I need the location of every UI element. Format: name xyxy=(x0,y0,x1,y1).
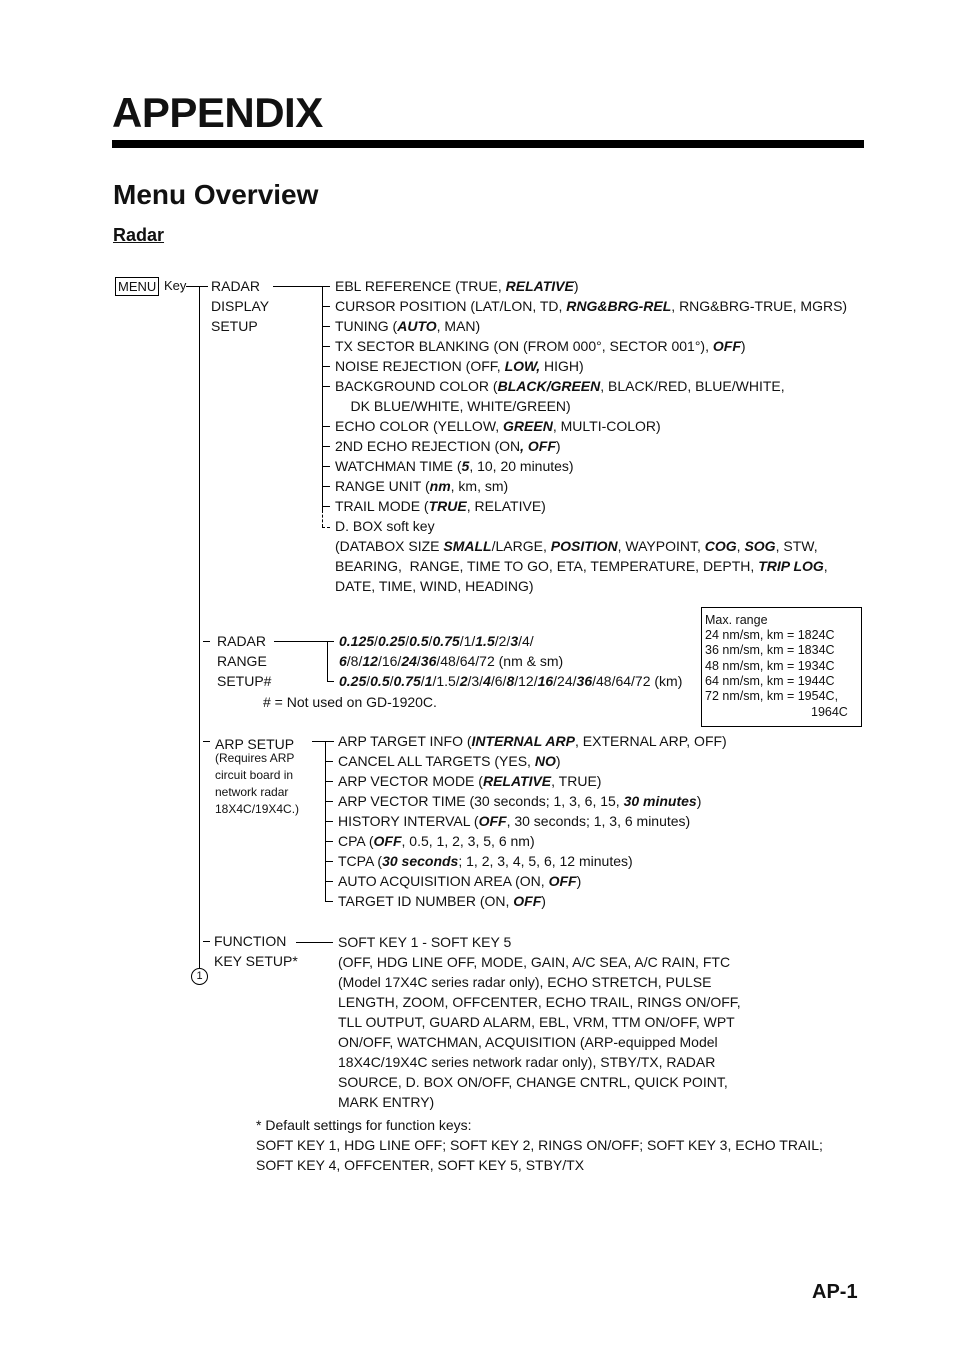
branch-line xyxy=(327,641,328,682)
function-key-defaults xyxy=(256,1115,823,1175)
menu-option: (Model 17X4C series radar only), ECHO STRETCH, PULSE xyxy=(338,974,712,990)
branch-tick xyxy=(325,741,333,742)
max-range-title: Max. range xyxy=(705,613,768,627)
branch-line xyxy=(322,286,323,510)
max-range-entry: 1964C xyxy=(811,705,848,719)
branch-tick xyxy=(322,466,330,467)
radar-range-setup-items xyxy=(339,631,682,691)
connector xyxy=(203,641,210,642)
menu-option: SOFT KEY 1 - SOFT KEY 5 xyxy=(338,934,512,950)
branch-tick xyxy=(325,801,333,802)
branch-tick xyxy=(325,821,333,822)
menu-option: EBL REFERENCE (TRUE, RELATIVE) xyxy=(335,278,579,294)
radar-display-setup-items xyxy=(335,276,847,596)
menu-key-box: MENU xyxy=(115,277,159,296)
page-title: APPENDIX xyxy=(112,89,323,136)
arp-setup-items xyxy=(338,731,727,911)
menu-option: RANGE UNIT (nm, km, sm) xyxy=(335,478,509,494)
range-footnote: # = Not used on GD-1920C. xyxy=(263,694,437,710)
arp-setup-note: (Requires ARP circuit board in network radar 18X4C/19X4C.) xyxy=(215,751,300,816)
branch-tick xyxy=(325,761,333,762)
menu-option: TLL OUTPUT, GUARD ALARM, EBL, VRM, TTM ON/OFF, WPT xyxy=(338,1014,735,1030)
menu-option: ARP VECTOR MODE (RELATIVE, TRUE) xyxy=(338,773,602,789)
max-range-box xyxy=(701,607,862,727)
max-range-entry: 24 nm/sm, km = 1824C xyxy=(705,628,835,642)
menu-option: BEARING, RANGE, TIME TO GO, ETA, TEMPERATURE, DEPTH, TRIP LOG, xyxy=(335,558,828,574)
menu-option: ECHO COLOR (YELLOW, GREEN, MULTI-COLOR) xyxy=(335,418,661,434)
menu-option: (DATABOX SIZE SMALL/LARGE, POSITION, WAYPOINT, COG, SOG, STW, xyxy=(335,538,818,554)
dashed-branch-tick xyxy=(322,527,330,528)
menu-option: TARGET ID NUMBER (ON, OFF) xyxy=(338,893,546,909)
menu-option: NOISE REJECTION (OFF, LOW, HIGH) xyxy=(335,358,584,374)
menu-option: ON/OFF, WATCHMAN, ACQUISITION (ARP-equipped Model xyxy=(338,1034,718,1050)
menu-option: SOURCE, D. BOX ON/OFF, CHANGE CNTRL, QUICK POINT, xyxy=(338,1074,728,1090)
function-key-setup-label: FUNCTION KEY SETUP* xyxy=(214,933,298,969)
footnote-line: SOFT KEY 1, HDG LINE OFF; SOFT KEY 2, RINGS ON/OFF; SOFT KEY 3, ECHO TRAIL; xyxy=(256,1137,823,1153)
connector xyxy=(296,942,333,943)
connector xyxy=(273,286,322,287)
menu-option: 2ND ECHO REJECTION (ON, OFF) xyxy=(335,438,561,454)
menu-option: CPA (OFF, 0.5, 1, 2, 3, 5, 6 nm) xyxy=(338,833,535,849)
menu-option: BACKGROUND COLOR (BLACK/GREEN, BLACK/RED, BLUE/WHITE, xyxy=(335,378,785,394)
branch-tick xyxy=(325,901,333,902)
connector xyxy=(203,741,210,742)
radar-range-setup-label: RADAR RANGE SETUP# xyxy=(217,633,272,689)
section-title: Menu Overview xyxy=(113,179,319,210)
radar-display-setup-label: RADAR DISPLAY SETUP xyxy=(211,278,270,334)
continuation-marker: 1 xyxy=(191,968,208,985)
menu-option: TX SECTOR BLANKING (ON (FROM 000°, SECTOR 001°), OFF) xyxy=(335,338,746,354)
menu-option: AUTO ACQUISITION AREA (ON, OFF) xyxy=(338,873,582,889)
max-range-entry: 36 nm/sm, km = 1834C xyxy=(705,643,835,657)
menu-option: ARP VECTOR TIME (30 seconds; 1, 3, 6, 15, 30 minutes) xyxy=(338,793,702,809)
title-rule xyxy=(112,140,864,148)
branch-tick xyxy=(322,446,330,447)
menu-option: DK BLUE/WHITE, WHITE/GREEN) xyxy=(335,398,571,414)
menu-option: TCPA (30 seconds; 1, 2, 3, 4, 5, 6, 12 minutes) xyxy=(338,853,633,869)
branch-tick xyxy=(325,781,333,782)
footnote-line: SOFT KEY 4, OFFCENTER, SOFT KEY 5, STBY/TX xyxy=(256,1157,585,1173)
menu-option: MARK ENTRY) xyxy=(338,1094,435,1110)
connector xyxy=(203,941,210,942)
connector xyxy=(186,286,208,287)
branch-tick xyxy=(322,506,330,507)
menu-option: DATE, TIME, WIND, HEADING) xyxy=(335,578,534,594)
branch-tick xyxy=(322,326,330,327)
function-key-setup-items xyxy=(338,932,741,1112)
connector xyxy=(274,641,334,642)
max-range-entry: 72 nm/sm, km = 1954C, xyxy=(705,689,839,703)
branch-tick xyxy=(325,881,333,882)
dashed-branch-line xyxy=(322,510,323,527)
max-range-entry: 64 nm/sm, km = 1944C xyxy=(705,674,835,688)
menu-option: LENGTH, ZOOM, OFFCENTER, ECHO TRAIL, RINGS ON/OFF, xyxy=(338,994,741,1010)
menu-option: TUNING (AUTO, MAN) xyxy=(335,318,481,334)
menu-trunk-line xyxy=(199,286,200,968)
connector xyxy=(327,681,334,682)
menu-option: D. BOX soft key xyxy=(335,518,435,534)
subsection-title: Radar xyxy=(113,225,165,245)
branch-tick xyxy=(325,841,333,842)
range-option: 0.125/0.25/0.5/0.75/1/1.5/2/3/4/ xyxy=(339,633,534,649)
footnote-line: * Default settings for function keys: xyxy=(256,1117,472,1133)
branch-tick xyxy=(322,346,330,347)
menu-option: (OFF, HDG LINE OFF, MODE, GAIN, A/C SEA, A/C RAIN, FTC xyxy=(338,954,731,970)
menu-option: HISTORY INTERVAL (OFF, 30 seconds; 1, 3, 6 minutes) xyxy=(338,813,691,829)
page-number: AP-1 xyxy=(812,1281,858,1303)
menu-option: ARP TARGET INFO (INTERNAL ARP, EXTERNAL ARP, OFF) xyxy=(338,733,727,749)
branch-tick xyxy=(322,366,330,367)
max-range-entry: 48 nm/sm, km = 1934C xyxy=(705,659,835,673)
key-label: Key xyxy=(164,278,187,293)
arp-setup-label: ARP SETUP xyxy=(215,736,295,752)
branch-tick xyxy=(322,386,330,387)
branch-tick xyxy=(322,426,330,427)
menu-option: 18X4C/19X4C series network radar only), STBY/TX, RADAR xyxy=(338,1054,716,1070)
menu-option: TRAIL MODE (TRUE, RELATIVE) xyxy=(335,498,546,514)
range-option: 6/8/12/16/24/36/48/64/72 (nm & sm) xyxy=(339,653,564,669)
range-option: 0.25/0.5/0.75/1/1.5/2/3/4/6/8/12/16/24/36/48/64/72 (km) xyxy=(339,673,683,689)
branch-tick xyxy=(322,286,330,287)
branch-tick xyxy=(322,306,330,307)
branch-tick xyxy=(322,486,330,487)
branch-tick xyxy=(325,861,333,862)
menu-option: CURSOR POSITION (LAT/LON, TD, RNG&BRG-REL, RNG&BRG-TRUE, MGRS) xyxy=(335,298,848,314)
menu-option: CANCEL ALL TARGETS (YES, NO) xyxy=(338,753,561,769)
menu-option: WATCHMAN TIME (5, 10, 20 minutes) xyxy=(335,458,574,474)
